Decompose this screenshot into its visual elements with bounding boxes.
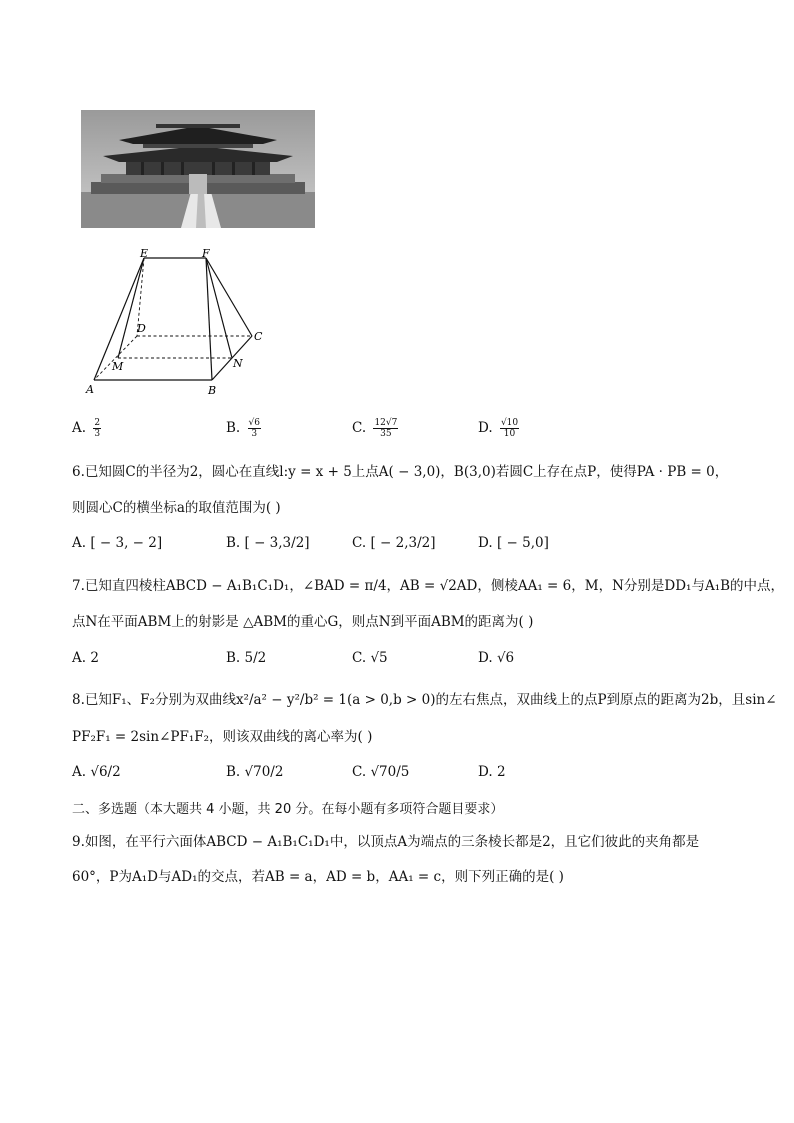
q5-option-a-fraction: $\frac{2}{3}$ (94, 418, 101, 439)
label-C: C (254, 330, 263, 343)
q7-option-b[interactable]: B. 5/2 (226, 650, 267, 666)
q5-option-d-fraction: $\frac{√10}{10}$ (500, 418, 519, 439)
q5-option-c-fraction: $\frac{12√7}{35}$ (374, 418, 398, 439)
q7-option-d[interactable]: D. √6 (478, 650, 515, 666)
q6-option-c[interactable]: C. [ − 2,3/2] (352, 535, 436, 551)
label-F: F (202, 248, 210, 260)
q5-option-d[interactable]: D. $\frac{√10}{10}$ (478, 418, 519, 439)
q5-option-c[interactable]: C. $\frac{12√7}{35}$ (352, 418, 398, 439)
q6-stem-line1: 6.已知圆C的半径为2，圆心在直线l:y = x + 5上点A( − 3,0)，B(3,0)若圆C上存在点P，使得PA · PB = 0， (72, 464, 729, 480)
q6-stem-line2: 则圆心C的横坐标a的取值范围为( ) (72, 500, 281, 516)
q6-option-d[interactable]: D. [ − 5,0] (478, 535, 549, 551)
label-E: E (140, 248, 149, 260)
q5-option-b[interactable]: B. $\frac{√6}{3}$ (226, 418, 260, 439)
q8-stem-line1: 8.已知F₁、F₂分别为双曲线x²/a² − y²/b² = 1(a > 0,b > 0)的左右焦点，双曲线上的点P到原点的距离为2b，且sin∠ (72, 692, 777, 708)
q7-stem-line1: 7.已知直四棱柱ABCD − A₁B₁C₁D₁，∠BAD = π/4，AB = √2AD，侧棱AA₁ = 6，M，N分别是DD₁与A₁B的中点， (72, 578, 785, 594)
label-N: N (233, 357, 243, 370)
q8-option-d[interactable]: D. 2 (478, 764, 506, 780)
q5-option-a[interactable]: A. $\frac{2}{3}$ (72, 418, 101, 439)
geometry-figure (80, 248, 280, 400)
q9-stem-line1: 9.如图，在平行六面体ABCD − A₁B₁C₁D₁中，以顶点A为端点的三条棱长都是2，且它们彼此的夹角都是 (72, 834, 700, 850)
q8-option-c[interactable]: C. √70/5 (352, 764, 410, 780)
q5-option-b-fraction: $\frac{√6}{3}$ (248, 418, 260, 439)
q8-option-b[interactable]: B. √70/2 (226, 764, 284, 780)
label-D: D (137, 322, 146, 335)
q6-option-a[interactable]: A. [ − 3, − 2] (72, 535, 163, 551)
q8-option-a[interactable]: A. √6/2 (72, 764, 121, 780)
q6-option-b[interactable]: B. [ − 3,3/2] (226, 535, 310, 551)
q9-stem-line2: 60°，P为A₁D与AD₁的交点，若AB = a，AD = b，AA₁ = c，则下列正确的是( ) (72, 869, 564, 885)
section-heading-multiple-choice: 二、多选题（本大题共 4 小题，共 20 分。在每小题有多项符合题目要求） (72, 802, 504, 817)
label-M: M (112, 360, 124, 373)
palace-photo (81, 110, 315, 228)
q7-option-c[interactable]: C. √5 (352, 650, 388, 666)
q7-option-a[interactable]: A. 2 (72, 650, 99, 666)
label-B: B (208, 384, 217, 397)
label-A: A (86, 383, 94, 396)
q7-stem-line2: 点N在平面ABM上的射影是 △ABM的重心G，则点N到平面ABM的距离为( ) (72, 614, 534, 630)
q8-stem-line2: PF₂F₁ = 2sin∠PF₁F₂，则该双曲线的离心率为( ) (72, 729, 373, 745)
